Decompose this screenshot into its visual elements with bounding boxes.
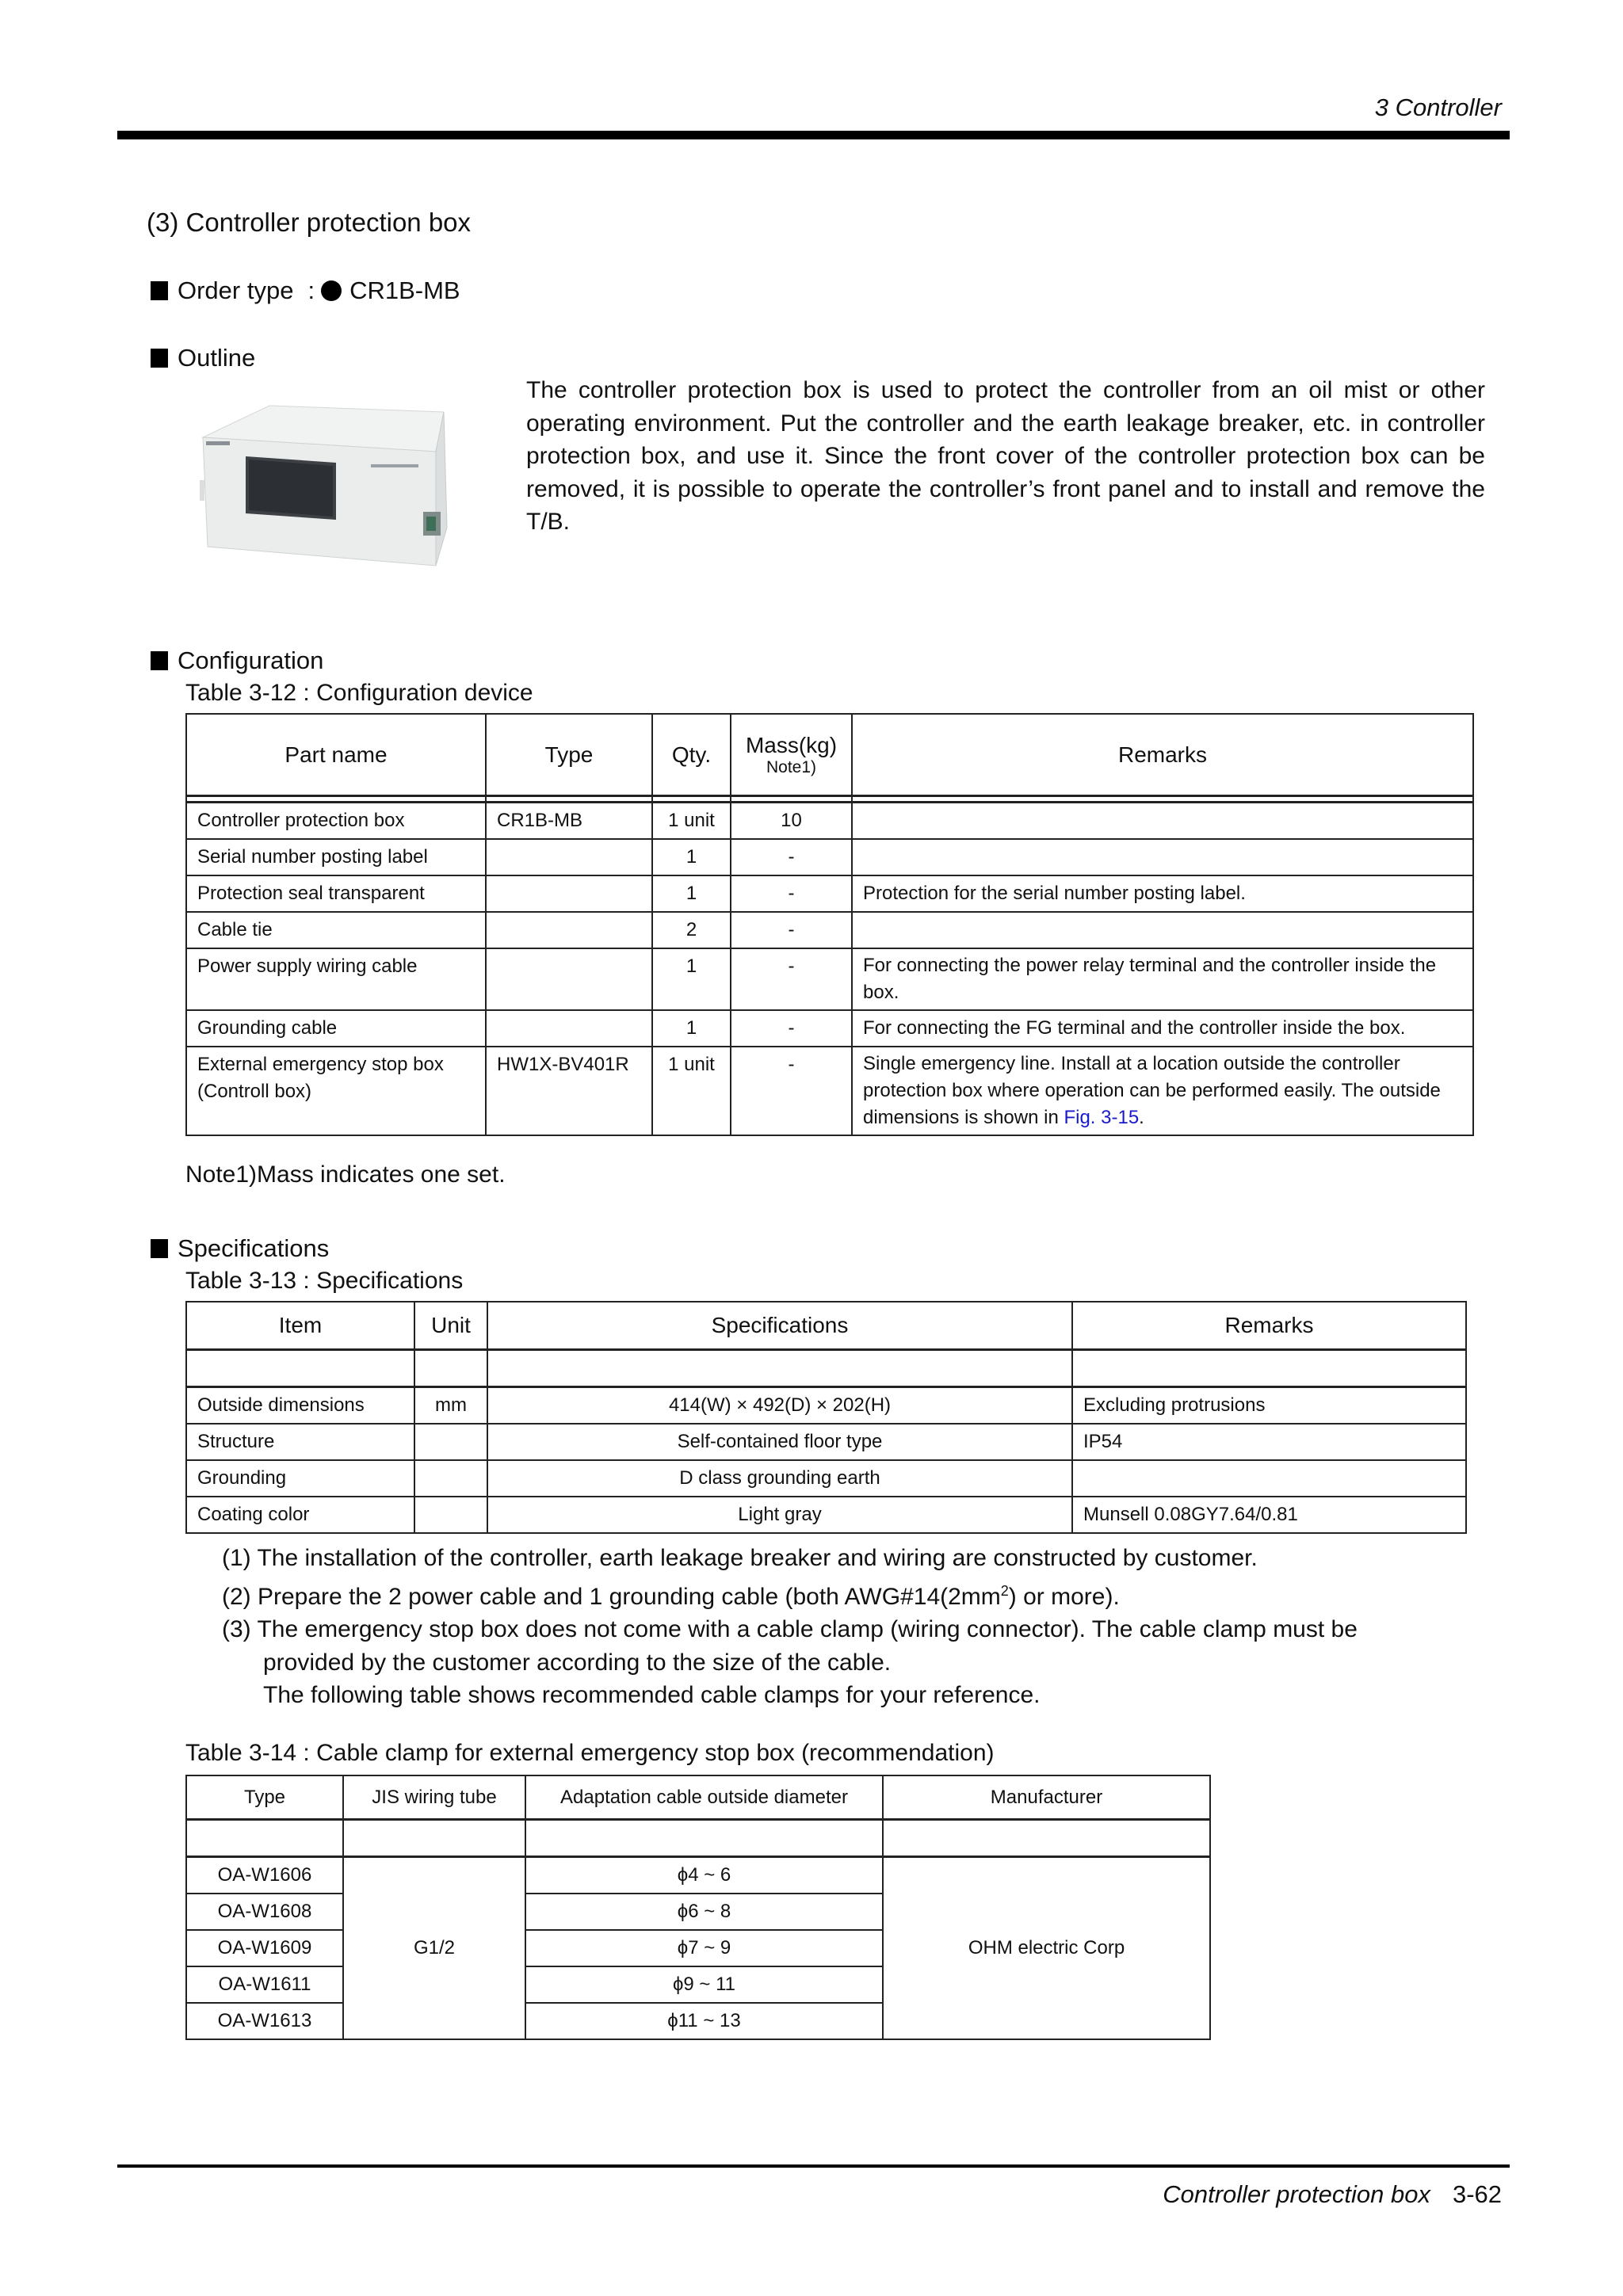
cell-item: Grounding: [186, 1460, 414, 1497]
header-rule: [117, 131, 1510, 139]
cell-mass: 10: [731, 803, 852, 840]
order-type-value: CR1B-MB: [349, 277, 460, 304]
table-row: [186, 1857, 1210, 1894]
cell-type: OA-W1611: [186, 1966, 343, 2003]
table-caption: Table 3-13 : Specifications: [185, 1268, 464, 1294]
col-header-remarks: Remarks: [852, 714, 1473, 796]
cell-type: CR1B-MB: [486, 803, 652, 840]
table-row: [186, 1460, 1466, 1497]
cell-diameter: ϕ11 ~ 13: [525, 2003, 883, 2039]
cell-remarks: IP54: [1072, 1424, 1466, 1460]
table-row: [186, 839, 1473, 875]
mass-footnote: Note1)Mass indicates one set.: [185, 1161, 506, 1188]
cell-diameter: ϕ7 ~ 9: [525, 1930, 883, 1966]
cell-type: [486, 839, 652, 875]
cell-remarks: Munsell 0.08GY7.64/0.81: [1072, 1497, 1466, 1533]
cell-jis: G1/2: [343, 1857, 525, 2040]
table-row: [186, 875, 1473, 912]
outline-label: Outline: [178, 344, 256, 372]
part-name-line-2: (Controll box): [197, 1081, 312, 1102]
cell-spec: Light gray: [487, 1497, 1072, 1533]
cell-mass: -: [731, 1047, 852, 1135]
cell-type: [486, 875, 652, 912]
order-type-label: Order type: [178, 277, 294, 304]
cell-type: [486, 948, 652, 1010]
cell-remarks: For connecting the power relay terminal and the controller inside the box.: [852, 948, 1473, 1010]
cell-qty: 1 unit: [652, 803, 731, 840]
cell-mass: -: [731, 1010, 852, 1047]
cell-qty: 2: [652, 912, 731, 948]
running-footer: [1163, 2180, 1502, 2209]
note-3: (3) The emergency stop box does not come with a cable clamp (wiring connector). The cable clamp must be: [222, 1616, 1358, 1642]
order-type-line: [151, 277, 460, 305]
col-header-jis: JIS wiring tube: [343, 1775, 525, 1820]
cell-remarks: [852, 912, 1473, 948]
col-header-type: Type: [186, 1775, 343, 1820]
cell-type: OA-W1606: [186, 1857, 343, 1894]
cell-part-name: [186, 1047, 486, 1135]
square-bullet-icon: [151, 1239, 168, 1258]
header-separator: [186, 1820, 1210, 1857]
header-separator: [186, 796, 1473, 803]
note-2: [222, 1575, 1490, 1614]
cell-part-name: Serial number posting label: [186, 839, 486, 875]
remarks-text: Single emergency line. Install at a location outside the controller protection box where operation can be performed easily. The outside dimensions is shown in: [863, 1053, 1441, 1128]
col-header-mass: [731, 714, 852, 796]
note-2-text-end: ) or more).: [1008, 1583, 1120, 1610]
cell-qty: 1 unit: [652, 1047, 731, 1135]
cell-type: OA-W1613: [186, 2003, 343, 2039]
table-caption: Table 3-12 : Configuration device: [185, 680, 533, 706]
cell-spec: D class grounding earth: [487, 1460, 1072, 1497]
cell-unit: [414, 1424, 487, 1460]
cell-diameter: ϕ9 ~ 11: [525, 1966, 883, 2003]
table-header-row: [186, 1302, 1466, 1350]
cell-part-name: Cable tie: [186, 912, 486, 948]
col-header-unit: Unit: [414, 1302, 487, 1350]
outline-heading: [151, 344, 255, 372]
cell-spec: Self-contained floor type: [487, 1424, 1072, 1460]
cell-item: Coating color: [186, 1497, 414, 1533]
footer-rule: [117, 2164, 1510, 2168]
col-header-part-name: Part name: [186, 714, 486, 796]
configuration-table: [185, 713, 1474, 1136]
cell-diameter: ϕ4 ~ 6: [525, 1857, 883, 1894]
filled-circle-icon: [321, 280, 342, 301]
specifications-table: [185, 1301, 1467, 1534]
footer-title: Controller protection box: [1163, 2180, 1430, 2208]
product-photo: [197, 395, 470, 569]
table-caption: Table 3-14 : Cable clamp for external emergency stop box (recommendation): [185, 1740, 995, 1766]
cell-part-name: Power supply wiring cable: [186, 948, 486, 1010]
col-header-remarks: Remarks: [1072, 1302, 1466, 1350]
square-bullet-icon: [151, 651, 168, 670]
table-header-row: [186, 1775, 1210, 1820]
table-row: [186, 948, 1473, 1010]
col-header-manufacturer: Manufacturer: [883, 1775, 1210, 1820]
cell-part-name: Grounding cable: [186, 1010, 486, 1047]
configuration-heading: [151, 646, 323, 675]
cell-mass: -: [731, 912, 852, 948]
note-2-superscript: 2: [1000, 1582, 1009, 1599]
cell-qty: 1: [652, 948, 731, 1010]
cell-unit: mm: [414, 1387, 487, 1425]
square-bullet-icon: [151, 281, 168, 300]
page-number: 3-62: [1452, 2180, 1502, 2208]
mass-label: Mass(kg): [745, 732, 838, 757]
cell-item: Structure: [186, 1424, 414, 1460]
note-3-cont: provided by the customer according to the size of the cable.: [263, 1649, 892, 1676]
cell-part-name: Controller protection box: [186, 803, 486, 840]
installation-notes: [222, 1542, 1490, 1712]
cell-diameter: ϕ6 ~ 8: [525, 1894, 883, 1930]
note-1: (1) The installation of the controller, earth leakage breaker and wiring are constructed by customer.: [222, 1545, 1258, 1571]
table-row: [186, 803, 1473, 840]
part-name-line-1: External emergency stop box: [197, 1054, 444, 1075]
cell-part-name: Protection seal transparent: [186, 875, 486, 912]
col-header-spec: Specifications: [487, 1302, 1072, 1350]
cell-type: HW1X-BV401R: [486, 1047, 652, 1135]
specifications-label: Specifications: [178, 1234, 330, 1262]
note-3-ref: The following table shows recommended cable clamps for your reference.: [263, 1682, 1041, 1708]
configuration-label: Configuration: [178, 646, 324, 674]
cell-type: OA-W1608: [186, 1894, 343, 1930]
specifications-heading: [151, 1234, 329, 1263]
cell-mass: -: [731, 839, 852, 875]
protection-box-illustration-icon: [197, 395, 470, 569]
cell-spec: 414(W) × 492(D) × 202(H): [487, 1387, 1072, 1425]
cell-manufacturer: OHM electric Corp: [883, 1857, 1210, 2040]
cell-type: [486, 1010, 652, 1047]
table-row: [186, 1387, 1466, 1425]
cell-remarks: [852, 1047, 1473, 1135]
col-header-diameter: Adaptation cable outside diameter: [525, 1775, 883, 1820]
table-row: [186, 1010, 1473, 1047]
square-bullet-icon: [151, 349, 168, 368]
col-header-qty: Qty.: [652, 714, 731, 796]
table-header-row: [186, 714, 1473, 796]
cell-mass: -: [731, 875, 852, 912]
note-2-text: (2) Prepare the 2 power cable and 1 grounding cable (both AWG#14(2mm: [222, 1583, 1001, 1610]
table-row: [186, 912, 1473, 948]
cell-remarks: [1072, 1460, 1466, 1497]
table-row: [186, 1047, 1473, 1135]
figure-link[interactable]: Fig. 3-15: [1064, 1107, 1140, 1128]
col-header-item: Item: [186, 1302, 414, 1350]
cell-unit: [414, 1460, 487, 1497]
table-row: [186, 1424, 1466, 1460]
section-title: (3) Controller protection box: [147, 208, 472, 237]
cell-remarks: For connecting the FG terminal and the controller inside the box.: [852, 1010, 1473, 1047]
cell-type: OA-W1609: [186, 1930, 343, 1966]
cell-item: Outside dimensions: [186, 1387, 414, 1425]
cable-clamp-table: [185, 1775, 1211, 2040]
cell-unit: [414, 1497, 487, 1533]
header-separator: [186, 1350, 1466, 1387]
cell-qty: 1: [652, 875, 731, 912]
remarks-end: .: [1139, 1107, 1144, 1128]
cell-remarks: [852, 803, 1473, 840]
mass-note-ref: Note1): [766, 757, 817, 776]
cell-qty: 1: [652, 1010, 731, 1047]
running-header: 3 Controller: [1374, 93, 1502, 121]
cell-remarks: [852, 839, 1473, 875]
cell-mass: -: [731, 948, 852, 1010]
cell-remarks: Excluding protrusions: [1072, 1387, 1466, 1425]
cell-qty: 1: [652, 839, 731, 875]
cell-remarks: Protection for the serial number posting label.: [852, 875, 1473, 912]
outline-description: The controller protection box is used to protect the controller from an oil mist or other operating environment. Put the controller and the earth leakage breaker, etc. in controller protection box, and use it. Since the front cover of the controller protection box can be removed, it is possible to operate the controller’s front panel and to install and remove the T/B.: [526, 377, 1485, 535]
cell-type: [486, 912, 652, 948]
order-type-separator: :: [307, 277, 315, 304]
col-header-type: Type: [486, 714, 652, 796]
table-row: [186, 1497, 1466, 1533]
